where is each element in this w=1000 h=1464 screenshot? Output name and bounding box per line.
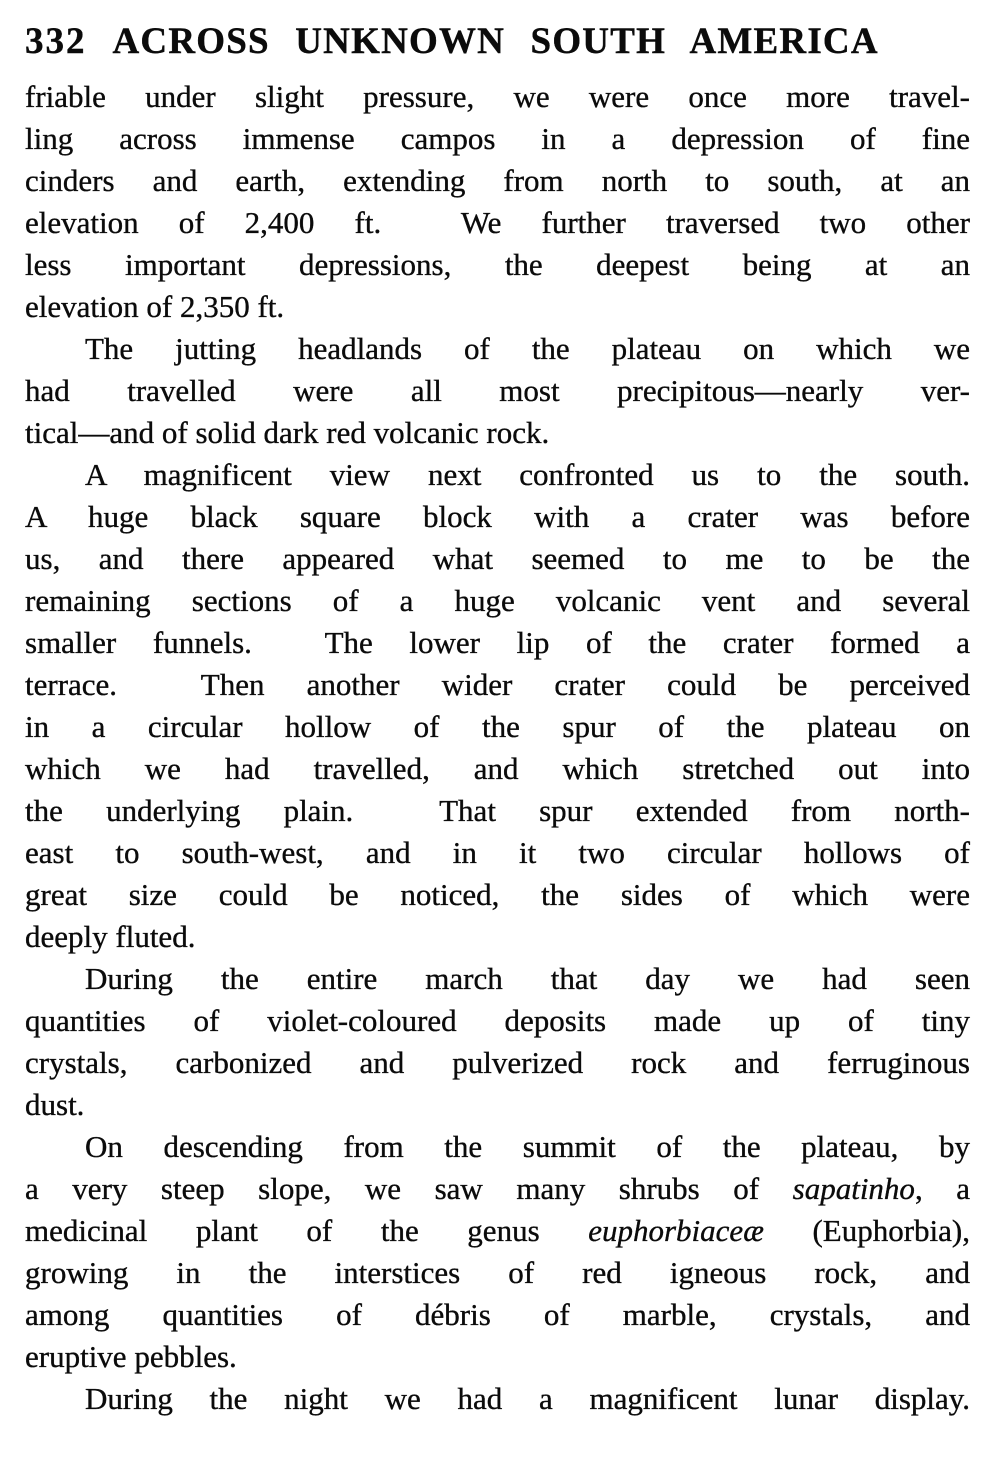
italic-term: euphorbiaceæ	[588, 1213, 764, 1248]
text-segment: the underlying plain. That spur extended from north-	[25, 793, 970, 828]
text-segment: terrace. Then another wider crater could be perceived	[25, 667, 970, 702]
text-line	[25, 1210, 970, 1252]
text-segment: east to south-west, and in it two circular hollows of	[25, 835, 970, 870]
text-line	[25, 160, 970, 202]
text-segment: less important depressions, the deepest being at an	[25, 247, 970, 282]
text-line	[25, 328, 970, 370]
text-line	[25, 622, 970, 664]
text-line	[25, 1294, 970, 1336]
text-segment: in a circular hollow of the spur of the plateau on	[25, 709, 970, 744]
text-line	[25, 370, 970, 412]
text-line	[25, 286, 970, 328]
text-segment: which we had travelled, and which stretched out into	[25, 751, 970, 786]
paragraph	[25, 76, 970, 328]
text-segment: deeply fluted.	[25, 919, 196, 954]
text-line	[25, 1000, 970, 1042]
text-line	[25, 1126, 970, 1168]
paragraph	[25, 1378, 970, 1420]
running-title: ACROSS UNKNOWN SOUTH AMERICA	[112, 21, 879, 62]
text-segment: A magnificent view next confronted us to the south.	[85, 457, 970, 492]
text-segment: a very steep slope, we saw many shrubs of	[25, 1171, 793, 1206]
text-segment: ling across immense campos in a depression of fine	[25, 121, 970, 156]
text-segment: remaining sections of a huge volcanic vent and several	[25, 583, 970, 618]
text-segment: among quantities of débris of marble, crystals, and	[25, 1297, 970, 1332]
text-line	[25, 790, 970, 832]
text-segment: cinders and earth, extending from north to south, at an	[25, 163, 970, 198]
text-segment: had travelled were all most precipitous—nearly ver-	[25, 373, 970, 408]
running-header	[25, 20, 970, 64]
page-text	[25, 76, 970, 1420]
text-line	[25, 706, 970, 748]
text-line	[25, 454, 970, 496]
text-line	[25, 748, 970, 790]
text-segment: growing in the interstices of red igneous rock, and	[25, 1255, 970, 1290]
text-line	[25, 76, 970, 118]
paragraph	[25, 328, 970, 454]
text-line	[25, 1168, 970, 1210]
text-segment: medicinal plant of the genus	[25, 1213, 589, 1248]
text-line	[25, 958, 970, 1000]
text-segment: crystals, carbonized and pulverized rock and ferruginous	[25, 1045, 970, 1080]
text-line	[25, 1336, 970, 1378]
text-segment: eruptive pebbles.	[25, 1339, 237, 1374]
text-segment: (Euphorbia),	[763, 1213, 971, 1248]
text-segment: elevation of 2,350 ft.	[25, 289, 285, 324]
text-segment: great size could be noticed, the sides of which were	[25, 877, 970, 912]
paragraph	[25, 958, 970, 1126]
text-segment: smaller funnels. The lower lip of the crater formed a	[25, 625, 970, 660]
text-segment: elevation of 2,400 ft. We further traversed two other	[25, 205, 970, 240]
page-number: 332	[25, 21, 87, 62]
paragraph	[25, 454, 970, 958]
text-line	[25, 1084, 970, 1126]
text-line	[25, 874, 970, 916]
text-line	[25, 412, 970, 454]
text-segment: On descending from the summit of the plateau, by	[85, 1129, 970, 1164]
text-line	[25, 496, 970, 538]
text-line	[25, 118, 970, 160]
text-segment: A huge black square block with a crater was before	[25, 499, 970, 534]
text-line	[25, 664, 970, 706]
text-segment: us, and there appeared what seemed to me to be the	[25, 541, 970, 576]
text-segment: During the entire march that day we had seen	[85, 961, 970, 996]
paragraph	[25, 1126, 970, 1378]
text-line	[25, 916, 970, 958]
text-segment: During the night we had a magnificent lunar display.	[85, 1381, 970, 1416]
text-line	[25, 202, 970, 244]
text-line	[25, 538, 970, 580]
text-segment: The jutting headlands of the plateau on which we	[85, 331, 970, 366]
text-segment: , a	[914, 1171, 970, 1206]
text-segment: dust.	[25, 1087, 85, 1122]
text-segment: friable under slight pressure, we were once more travel-	[25, 79, 970, 114]
text-line	[25, 1252, 970, 1294]
text-line	[25, 580, 970, 622]
text-segment: quantities of violet-coloured deposits made up of tiny	[25, 1003, 970, 1038]
text-line	[25, 1378, 970, 1420]
text-line	[25, 1042, 970, 1084]
text-line	[25, 244, 970, 286]
text-segment: tical—and of solid dark red volcanic rock.	[25, 415, 550, 450]
italic-term: sapatinho	[792, 1171, 915, 1206]
text-line	[25, 832, 970, 874]
